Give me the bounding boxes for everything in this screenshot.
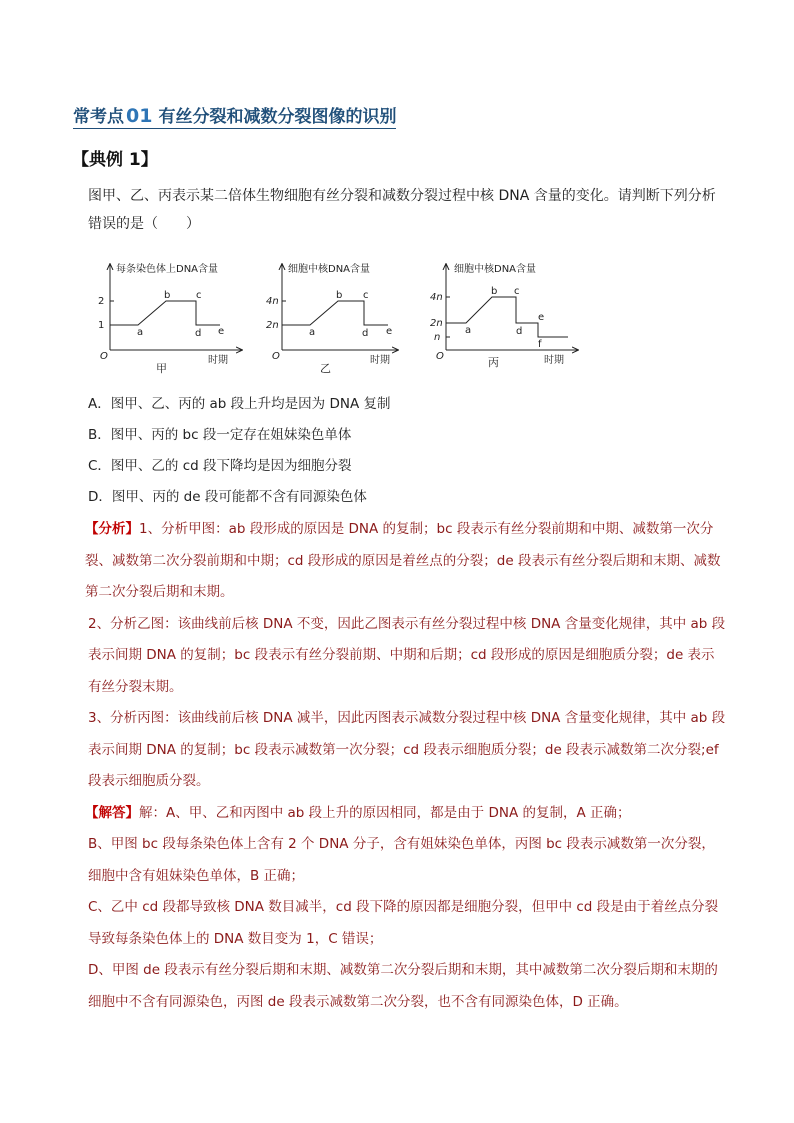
answer-options bbox=[88, 391, 390, 515]
chart-jia-point-c: c bbox=[196, 290, 202, 301]
chart-bing-point-c: c bbox=[514, 286, 520, 297]
chart-yi-name: 乙 bbox=[320, 362, 331, 375]
chart-bing-point-e: e bbox=[538, 312, 545, 323]
chart-jia-name: 甲 bbox=[156, 362, 167, 375]
chart-yi-point-b: b bbox=[336, 290, 343, 301]
chart-jia-point-a: a bbox=[137, 327, 144, 338]
chart-bing-ytick-4n: 4n bbox=[430, 292, 443, 303]
section-number: 01 bbox=[126, 105, 153, 127]
chart-bing-origin: O bbox=[436, 351, 444, 362]
chart-bing-ylabel: 细胞中核DNA含量 bbox=[454, 264, 537, 275]
section-title bbox=[73, 102, 396, 129]
example-label: 【典例 1】 bbox=[72, 150, 158, 170]
chart-jia bbox=[98, 262, 242, 375]
chart-bing-name: 丙 bbox=[488, 356, 499, 369]
chart-bing-ytick-n: n bbox=[434, 332, 441, 343]
option-a: A．图甲、乙、丙的 ab 段上升均是因为 DNA 复制 bbox=[88, 396, 391, 412]
chart-yi-ytick-4n: 4n bbox=[266, 296, 279, 307]
solution-paragraph-3: C、乙中 cd 段都导致核 DNA 数目减半，cd 段下降的原因都是细胞分裂，但甲中 cd 段是由于着丝点分裂导致每条染色体上的 DNA 数目变为 1，C 错误； bbox=[88, 899, 719, 947]
chart-bing-xlabel: 时期 bbox=[544, 355, 564, 366]
option-c: C．图甲、乙的 cd 段下降均是因为细胞分裂 bbox=[88, 458, 352, 474]
chart-yi-origin: O bbox=[272, 351, 280, 362]
chart-jia-point-b: b bbox=[164, 290, 171, 301]
option-d: D．图甲、丙的 de 段可能都不含有同源染色体 bbox=[88, 489, 367, 505]
chart-jia-origin: O bbox=[100, 351, 108, 362]
chart-jia-ylabel: 每条染色体上DNA含量 bbox=[116, 264, 219, 275]
chart-yi-point-a: a bbox=[309, 327, 316, 338]
chart-bing-ytick-2n: 2n bbox=[430, 318, 443, 329]
chart-jia-xlabel: 时期 bbox=[208, 355, 228, 366]
section-title-prefix: 常考点 bbox=[73, 107, 124, 127]
chart-bing-point-b: b bbox=[491, 286, 498, 297]
chart-bing-point-d: d bbox=[516, 326, 523, 337]
chart-yi-point-d: d bbox=[362, 328, 369, 339]
chart-yi-ytick-2n: 2n bbox=[266, 320, 279, 331]
solution-paragraph-2: B、甲图 bc 段每条染色体上含有 2 个 DNA 分子，含有姐妹染色单体，丙图 bc 段表示减数第一次分裂，细胞中含有姐妹染色单体，B 正确； bbox=[88, 836, 715, 884]
option-b: B．图甲、丙的 bc 段一定存在姐妹染色单体 bbox=[88, 427, 352, 443]
chart-bing-point-f: f bbox=[538, 339, 542, 350]
section-title-text: 有丝分裂和减数分裂图像的识别 bbox=[158, 107, 397, 127]
chart-yi-xlabel: 时期 bbox=[370, 355, 390, 366]
chart-jia-point-d: d bbox=[195, 328, 202, 339]
question-stem: 图甲、乙、丙表示某二倍体生物细胞有丝分裂和减数分裂过程中核 DNA 含量的变化。请判断下列分析错误的是（ ） bbox=[88, 188, 716, 232]
chart-bing bbox=[430, 262, 578, 369]
solution-paragraph-1 bbox=[85, 798, 728, 830]
solution-paragraph-4: D、甲图 de 段表示有丝分裂后期和末期、减数第二次分裂后期和末期，其中减数第二次分裂后期和末期的细胞中不含有同源染色，丙图 de 段表示减数第二次分裂，也不含有同源染色体，D 正确。 bbox=[88, 962, 718, 1010]
chart-jia-point-e: e bbox=[218, 326, 225, 337]
analysis-text-1: 1、分析甲图：ab 段形成的原因是 DNA 的复制；bc 段表示有丝分裂前期和中期、减数第一次分裂、减数第二次分裂前期和中期；cd 段形成的原因是着丝点的分裂；de 段表示有丝分裂后期和末期、减数第二次分裂后期和末期。 bbox=[85, 521, 721, 600]
chart-jia-ytick-2: 2 bbox=[98, 296, 105, 307]
charts-svg bbox=[92, 258, 592, 382]
solution-tag: 【解答】 bbox=[85, 804, 139, 821]
chart-bing-point-a: a bbox=[465, 325, 472, 336]
chart-jia-ytick-1: 1 bbox=[98, 320, 105, 331]
chart-jia-line bbox=[110, 301, 220, 325]
solution-text-1: 解：A、甲、乙和丙图中 ab 段上升的原因相同，都是由于 DNA 的复制，A 正确； bbox=[139, 804, 631, 821]
analysis-paragraph-2: 2、分析乙图：该曲线前后核 DNA 不变，因此乙图表示有丝分裂过程中核 DNA 含量变化规律，其中 ab 段表示间期 DNA 的复制；bc 段表示有丝分裂前期、中期和后期；cd 段形成的原因是细胞质分裂；de 表示有丝分裂末期。 bbox=[88, 615, 726, 695]
chart-yi-point-c: c bbox=[363, 290, 369, 301]
chart-yi-ylabel: 细胞中核DNA含量 bbox=[288, 264, 371, 275]
figure-dna-charts bbox=[92, 258, 592, 382]
analysis-paragraph-3: 3、分析丙图：该曲线前后核 DNA 减半，因此丙图表示减数分裂过程中核 DNA 含量变化规律，其中 ab 段表示间期 DNA 的复制；bc 段表示减数第一次分裂；cd 段表示细胞质分裂；de 段表示减数第二次分裂;ef 段表示细胞质分裂。 bbox=[88, 710, 726, 789]
chart-yi bbox=[266, 262, 398, 375]
analysis-paragraph-1 bbox=[85, 514, 728, 609]
analysis-and-solution bbox=[85, 514, 728, 1018]
chart-yi-point-e: e bbox=[386, 326, 393, 337]
chart-yi-line bbox=[282, 301, 388, 325]
analysis-tag: 【分析】 bbox=[85, 521, 139, 537]
